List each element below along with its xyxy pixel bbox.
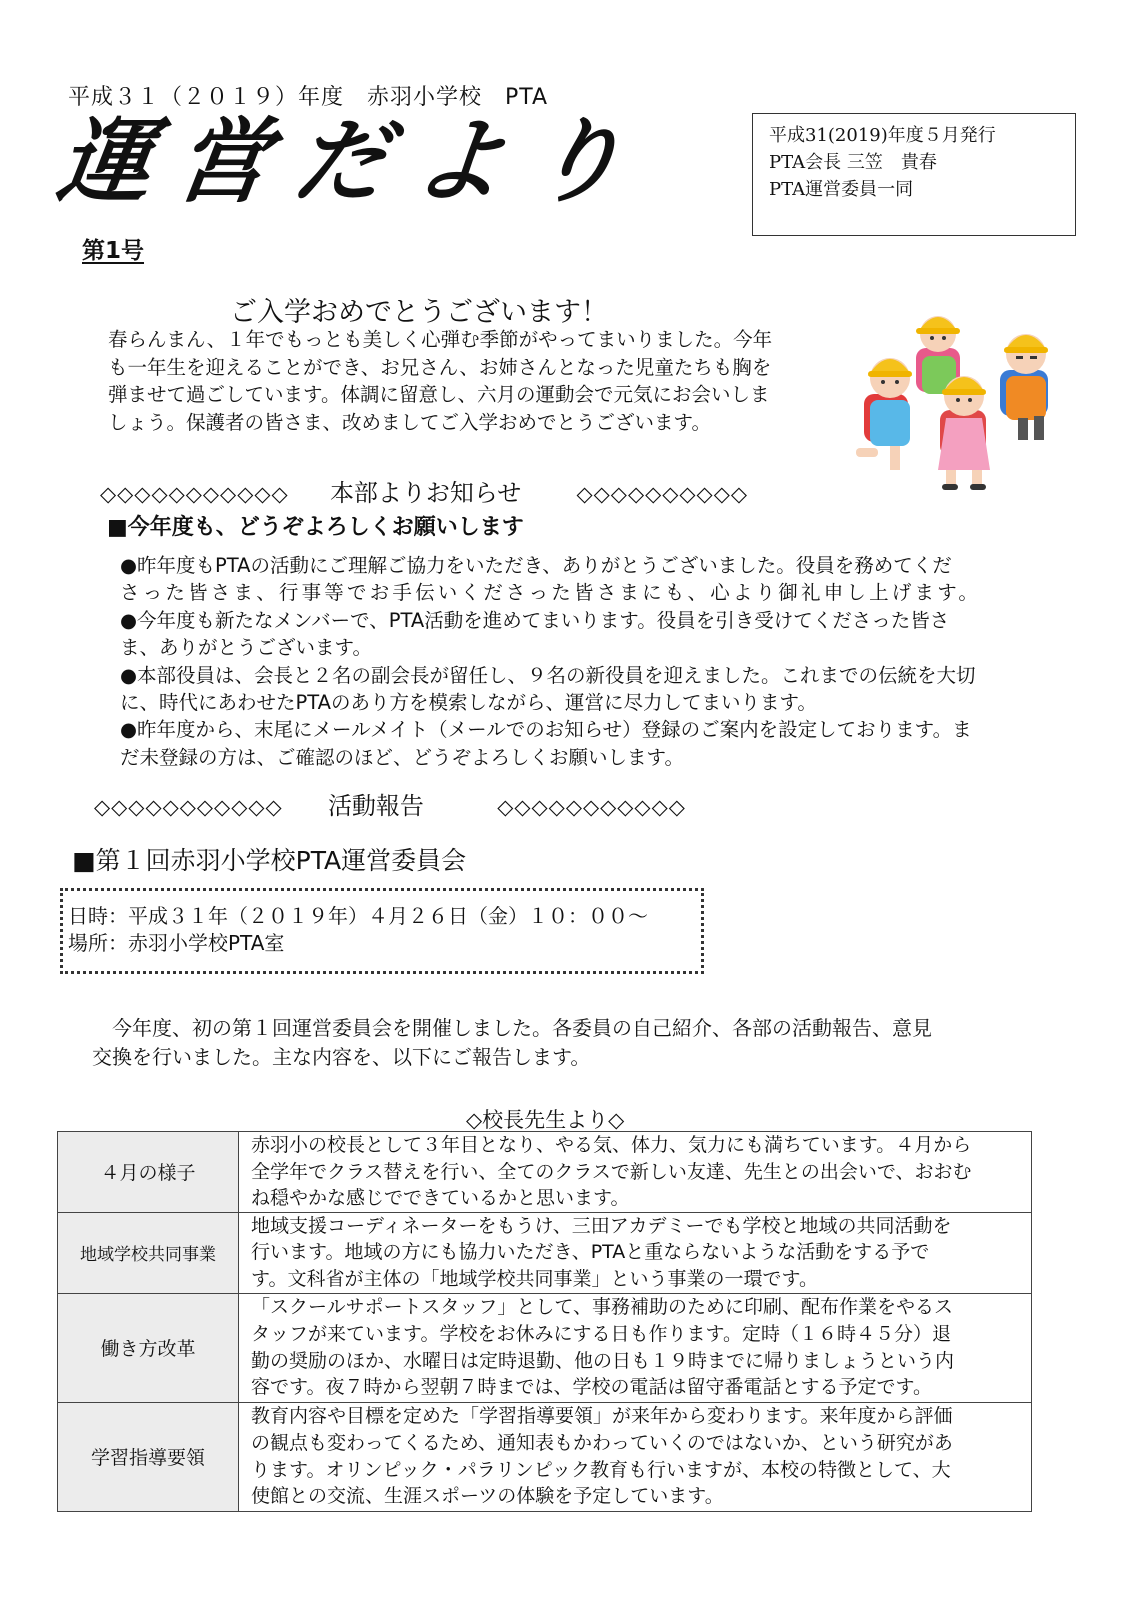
content-line: 容です。夜７時から翌朝７時までは、学校の電話は留守番電話とする予定です。 [251, 1376, 932, 1399]
pta-committee: PTA運営委員一同 [769, 179, 914, 200]
welcome-line: しょう。保護者の皆さま、改めましてご入学おめでとうございます。 [108, 410, 711, 434]
row-content [239, 1402, 1032, 1511]
row-label: 地域学校共同事業 [58, 1212, 239, 1293]
row-label: 学習指導要領 [58, 1402, 239, 1511]
notice-line: ●本部役員は、会長と２名の副会長が留任し、９名の新役員を迎えました。これまでの伝統を大切 [120, 663, 976, 687]
intro-line: 交換を行いました。主な内容を、以下にご報告します。 [92, 1045, 591, 1069]
pta-president: PTA会長 三笠 貴春 [769, 152, 937, 173]
notice-line: ま、ありがとうございます。 [120, 636, 372, 660]
content-line: 赤羽小の校長として３年目となり、やる気、体力、気力にも満ちています。４月から [251, 1134, 972, 1156]
content-line: ね穏やかな感じでできているかと思います。 [251, 1187, 630, 1210]
meeting-details [68, 903, 648, 957]
child-pink-figure [938, 376, 990, 490]
report-intro [92, 1014, 1072, 1072]
content-line: 地域支援コーディネーターをもうけ、三田アカデミーでも学校と地域の共同活動を [251, 1214, 952, 1237]
activity-section-title: 活動報告 [327, 792, 424, 820]
content-line: 使館との交流、生涯スポーツの体験を予定しています。 [251, 1485, 724, 1508]
content-line: 全学年でクラス替えを行い、全てのクラスで新しい友達、先生との出会いで、おおむ [251, 1160, 972, 1183]
publication-date: 平成31(2019)年度５月発行 [769, 125, 996, 146]
diamond-divider-left: ◇◇◇◇◇◇◇◇◇◇◇ [94, 795, 283, 819]
content-line: 勤の奨励のほか、水曜日は定時退勤、他の日も１９時までに帰りましょうという内 [251, 1349, 955, 1372]
content-line: 教育内容や目標を定めた「学習指導要領」が来年から変わります。来年度から評価 [251, 1405, 953, 1428]
meeting-place: 場所：赤羽小学校PTA室 [68, 931, 285, 955]
table-row [58, 1132, 1032, 1213]
row-label: ４月の様子 [58, 1132, 239, 1213]
content-line: す。文科省が主体の「地域学校共同事業」という事業の一環です。 [251, 1267, 818, 1290]
school-year-line: 平成３１（２０１９）年度 赤羽小学校 PTA [68, 85, 549, 110]
row-content [239, 1293, 1032, 1402]
principal-report-table [57, 1131, 1032, 1512]
diamond-divider-left: ◇◇◇◇◇◇◇◇◇◇◇ [100, 482, 289, 506]
table-row [58, 1293, 1032, 1402]
notice-line: だ未登録の方は、ご確認のほど、どうぞよろしくお願いします。 [120, 745, 684, 769]
welcome-line: 春らんまん、１年でもっとも美しく心弾む季節がやってまいりました。今年 [108, 328, 773, 351]
row-content [239, 1132, 1032, 1213]
row-content [239, 1212, 1032, 1293]
intro-line: 今年度、初の第１回運営委員会を開催しました。各委員の自己紹介、各部の活動報告、意見 [92, 1016, 932, 1040]
principal-report-title: ◇校長先生より◇ [466, 1108, 625, 1132]
content-line: 「スクールサポートスタッフ」として、事務補助のために印刷、配布作業をやるス [251, 1296, 954, 1319]
honbu-section-title: 本部よりお知らせ [329, 479, 522, 507]
content-line: の観点も変わってくるため、通知表もかわっていくのではないか、という研究があ [251, 1431, 953, 1454]
publication-info-box [752, 113, 1076, 236]
diamond-divider-right: ◇◇◇◇◇◇◇◇◇◇◇ [497, 795, 686, 819]
notice-line: に、時代にあわせたPTAのあり方を模索しながら、運営に尽力してまいります。 [120, 691, 817, 715]
content-line: 行います。地域の方にも協力いただき、PTAと重ならないような活動をする予で [251, 1241, 930, 1264]
welcome-paragraph [108, 326, 838, 436]
honbu-section-header [100, 473, 748, 508]
meeting-datetime: 日時：平成３１年（２０１９年）４月２６日（金）１０：００～ [68, 904, 648, 928]
notice-line: ●昨年度もPTAの活動にご理解ご協力をいただき、ありがとうございました。役員を務めてくだ [120, 554, 952, 577]
activity-section-header [94, 786, 686, 821]
meeting-title: ■第１回赤羽小学校PTA運営委員会 [72, 846, 467, 875]
issue-number: 第1号 [82, 238, 145, 264]
content-line: ります。オリンピック・パラリンピック教育も行いますが、本校の特徴として、大 [251, 1458, 951, 1481]
diamond-divider-right: ◇◇◇◇◇◇◇◇◇◇ [576, 482, 748, 506]
welcome-line: 弾ませて過ごしています。体調に留意し、六月の運動会で元気にお会いしま [108, 383, 770, 406]
meeting-info-box-left-edge [60, 888, 63, 974]
child-orange-figure [1000, 334, 1048, 440]
table-row [58, 1402, 1032, 1511]
row-label: 働き方改革 [58, 1293, 239, 1402]
welcome-title: ご入学おめでとうございます！ [230, 297, 608, 328]
child-blue-figure [856, 358, 912, 470]
honbu-subheading: ■今年度も、どうぞよろしくお願いします [107, 515, 524, 540]
table-row [58, 1212, 1032, 1293]
schoolchildren-illustration [850, 298, 1082, 494]
welcome-line: も一年生を迎えることができ、お兄さん、お姉さんとなった児童たちも胸を [108, 355, 772, 379]
newsletter-masthead: 運営だより [52, 108, 658, 215]
honbu-notice-list [120, 552, 1080, 771]
notice-line: ●昨年度から、末尾にメールメイト（メールでのお知らせ）登録のご案内を設定しております。ま [120, 718, 972, 742]
content-line: タッフが来ています。学校をお休みにする日も作ります。定時（１６時４５分）退 [251, 1322, 951, 1345]
notice-line: ●今年度も新たなメンバーで、PTA活動を進めてまいります。役員を引き受けてくださった皆さ [120, 608, 950, 632]
notice-line: さった皆さま、行事等でお手伝いくださった皆さまにも、心より御礼申し上げます。 [120, 581, 982, 605]
